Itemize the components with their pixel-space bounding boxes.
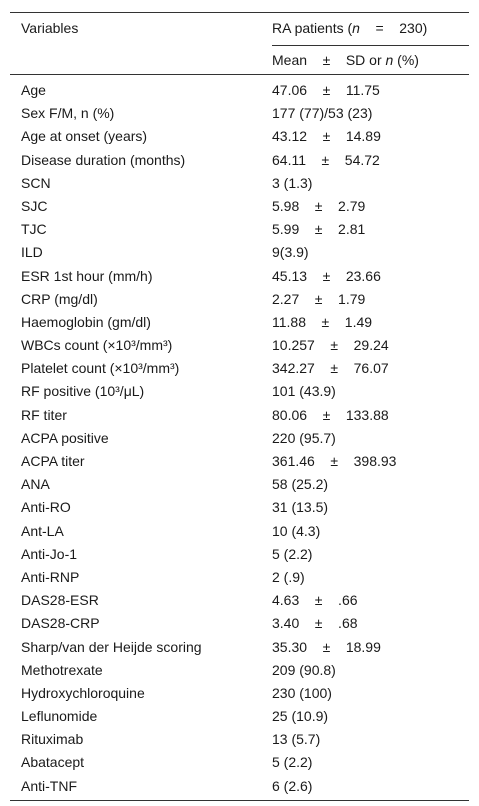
table-row — [10, 79, 469, 102]
table-row — [10, 775, 469, 798]
group-label-n: n — [352, 20, 360, 36]
variable-name: TJC — [21, 221, 47, 238]
table-row — [10, 102, 469, 125]
variable-value: 361.46 ± 398.93 — [272, 453, 397, 469]
table-row — [10, 404, 469, 427]
variable-name: Abatacept — [21, 754, 85, 771]
table-row — [10, 612, 469, 635]
variable-name: Anti-Jo-1 — [21, 545, 78, 562]
table-row — [10, 218, 469, 241]
variable-value: 6 (2.6) — [272, 777, 313, 794]
table-row — [10, 728, 469, 751]
table-row — [10, 543, 469, 566]
table-row — [10, 682, 469, 705]
variable-value: 177 (77)/53 (23) — [272, 105, 373, 122]
variable-value: 80.06 ± 133.88 — [272, 406, 389, 423]
variable-value: 31 (13.5) — [272, 499, 329, 516]
variable-value: 10 (4.3) — [272, 522, 321, 539]
variable-value: 45.13 ± 23.66 — [272, 267, 381, 284]
variable-value: 5 (2.2) — [272, 754, 313, 771]
group-column-header — [272, 20, 427, 36]
stat-label-n: n — [385, 52, 394, 68]
variable-value: 13 (5.7) — [272, 731, 321, 748]
variable-name: CRP (mg/dl) — [21, 290, 98, 307]
table-row — [10, 636, 469, 659]
stat-label-prefix: Mean ± SD or — [272, 52, 386, 68]
variable-name: ILD — [21, 244, 43, 261]
variable-value: 3 (1.3) — [272, 174, 313, 191]
variable-name: ACPA positive — [21, 429, 109, 446]
variable-name: Rituximab — [21, 731, 84, 748]
stat-column-header — [272, 52, 419, 68]
table-row — [10, 265, 469, 288]
variable-value: 101 (43.9) — [272, 383, 336, 400]
table-row — [10, 427, 469, 450]
variable-value: 47.06 ± 11.75 — [272, 82, 380, 98]
table-row — [10, 195, 469, 218]
variable-value: 230 (100) — [272, 684, 332, 701]
variable-name: RF titer — [21, 406, 67, 423]
table-row — [10, 288, 469, 311]
variable-name: Leflunomide — [21, 708, 98, 725]
table-row — [10, 334, 469, 357]
table-row — [10, 589, 469, 612]
table-row — [10, 520, 469, 543]
table-row — [10, 450, 469, 473]
table-row — [10, 125, 469, 148]
table-row — [10, 751, 469, 774]
variable-name: RF positive (10³/μL) — [21, 383, 145, 400]
variable-value: 35.30 ± 18.99 — [272, 638, 381, 655]
table-bottom-rule — [10, 800, 469, 801]
variable-name: Disease duration (months) — [21, 151, 186, 168]
variable-value: 43.12 ± 14.89 — [272, 128, 381, 145]
variable-name: Anti-RO — [21, 499, 71, 516]
table-row — [10, 357, 469, 380]
variable-value: 10.257 ± 29.24 — [272, 337, 389, 354]
variable-value: 5 (2.2) — [272, 545, 313, 562]
variable-name: ESR 1st hour (mm/h) — [21, 267, 153, 284]
variable-value: 25 (10.9) — [272, 708, 329, 725]
variable-value: 2 (.9) — [272, 568, 305, 585]
variable-name: WBCs count (×10³/mm³) — [21, 337, 173, 354]
table-row — [10, 473, 469, 496]
table-row — [10, 241, 469, 264]
table-row — [10, 311, 469, 334]
variable-name: Age at onset (years) — [21, 128, 148, 145]
variable-value: 11.88 ± 1.49 — [272, 313, 373, 330]
variable-value: 220 (95.7) — [272, 429, 336, 446]
variable-name: Hydroxychloroquine — [21, 684, 145, 701]
variables-column-header: Variables — [21, 20, 79, 36]
variable-name: Platelet count (×10³/mm³) — [21, 360, 180, 377]
table-row — [10, 172, 469, 195]
variable-name: Sex F/M, n (%) — [21, 105, 115, 122]
stat-label-suffix: (%) — [393, 52, 419, 68]
variable-value: 2.27 ± 1.79 — [272, 290, 366, 307]
table-row — [10, 705, 469, 728]
variable-value: 58 (25.2) — [272, 476, 329, 493]
variable-name: ANA — [21, 476, 50, 493]
variable-name: Methotrexate — [21, 661, 103, 678]
table-row — [10, 380, 469, 403]
table-body — [10, 75, 469, 800]
variable-name: Haemoglobin (gm/dl) — [21, 313, 151, 330]
table-row — [10, 659, 469, 682]
table-row — [10, 496, 469, 519]
variable-name: Anti-TNF — [21, 777, 77, 794]
variable-value: 5.99 ± 2.81 — [272, 221, 366, 238]
group-label-suffix: = 230) — [359, 20, 428, 36]
variable-name: DAS28-ESR — [21, 592, 99, 609]
variable-value: 4.63 ± .66 — [272, 592, 358, 609]
variable-name: Anti-RNP — [21, 568, 80, 585]
variable-value: 3.40 ± .68 — [272, 615, 358, 632]
variable-name: Ant-LA — [21, 522, 64, 539]
group-label-prefix: RA patients ( — [272, 20, 353, 36]
header-sub-rule — [272, 45, 469, 46]
variable-name: DAS28-CRP — [21, 615, 100, 632]
table-header — [10, 13, 469, 74]
table-row — [10, 566, 469, 589]
variable-value: 9(3.9) — [272, 244, 309, 261]
variable-value: 342.27 ± 76.07 — [272, 360, 389, 377]
variable-name: ACPA titer — [21, 453, 85, 469]
data-table — [10, 12, 469, 801]
variable-value: 5.98 ± 2.79 — [272, 197, 366, 214]
variable-name: SCN — [21, 174, 51, 191]
variable-value: 209 (90.8) — [272, 661, 336, 678]
variable-name: Age — [21, 82, 46, 98]
variable-name: Sharp/van der Heijde scoring — [21, 638, 202, 655]
variable-value: 64.11 ± 54.72 — [272, 151, 380, 168]
variable-name: SJC — [21, 197, 48, 214]
table-row — [10, 149, 469, 172]
